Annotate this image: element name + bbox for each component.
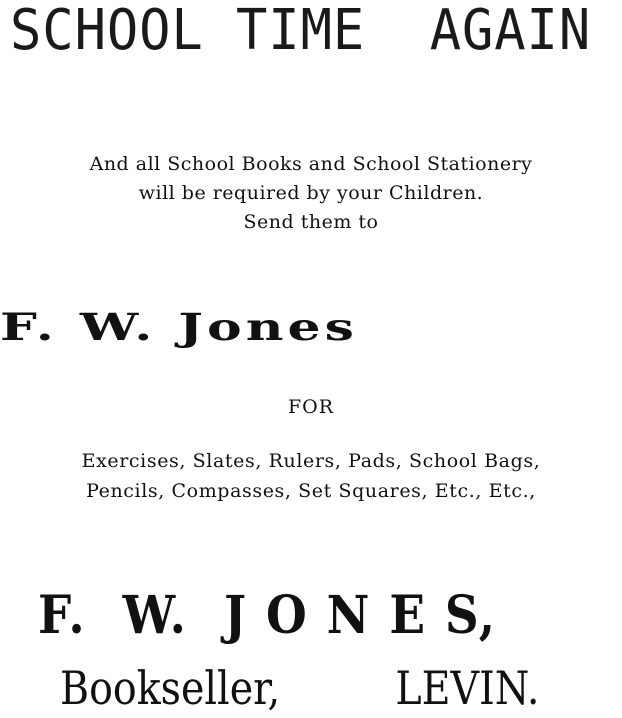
intro-line: will be required by your Children. xyxy=(138,182,484,204)
signature-name: F. W. J O N E S, xyxy=(38,585,497,646)
place-label: LEVIN. xyxy=(395,661,540,715)
items-list xyxy=(0,446,622,506)
intro-line: Send them to xyxy=(243,211,379,233)
for-label: FOR xyxy=(287,396,335,418)
trade-label: Bookseller, xyxy=(60,661,281,715)
intro-text xyxy=(0,150,622,237)
items-line: Pencils, Compasses, Set Squares, Etc., Etc., xyxy=(86,480,536,502)
intro-line: And all School Books and School Stationery xyxy=(89,153,533,175)
footer xyxy=(60,660,540,716)
banner-name: F. W. Jones xyxy=(0,305,358,350)
headline: SCHOOL TIME AGAIN xyxy=(10,0,592,63)
items-line: Exercises, Slates, Rulers, Pads, School Bags, xyxy=(81,450,541,472)
